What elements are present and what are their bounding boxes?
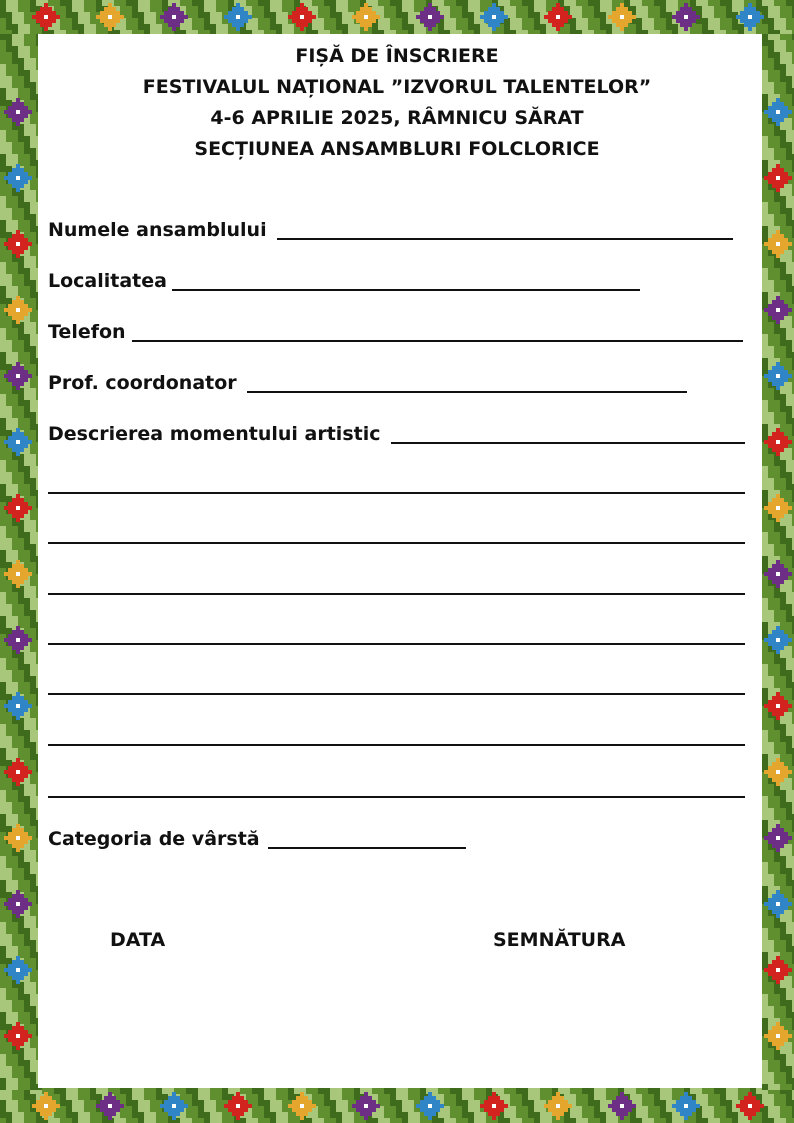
locality-label: Localitatea <box>48 270 167 292</box>
description-line-3[interactable] <box>48 593 745 595</box>
ensemble-name-field[interactable] <box>277 238 733 240</box>
age-category-field[interactable] <box>268 847 466 849</box>
description-line-6[interactable] <box>48 744 745 746</box>
age-category-label: Categoria de vârstă <box>48 828 260 850</box>
phone-label: Telefon <box>48 321 126 343</box>
description-line-2[interactable] <box>48 542 745 544</box>
description-line-7[interactable] <box>48 796 745 798</box>
signature-label: SEMNĂTURA <box>493 929 626 951</box>
description-line-5[interactable] <box>48 693 745 695</box>
section-name: SECȚIUNEA ANSAMBLURI FOLCLORICE <box>194 138 600 160</box>
locality-field[interactable] <box>172 289 640 291</box>
ensemble-name-label: Numele ansamblului <box>48 219 267 241</box>
coordinator-label: Prof. coordonator <box>48 372 237 394</box>
description-line-4[interactable] <box>48 643 745 645</box>
festival-date-place: 4-6 APRILIE 2025, RÂMNICU SĂRAT <box>210 107 584 129</box>
artistic-description-field[interactable] <box>391 442 745 444</box>
form-title: FIȘĂ DE ÎNSCRIERE <box>295 45 499 67</box>
description-line-1[interactable] <box>48 492 745 494</box>
festival-name: FESTIVALUL NAȚIONAL ”IZVORUL TALENTELOR” <box>142 76 652 98</box>
artistic-description-label: Descrierea momentului artistic <box>48 423 381 445</box>
date-label: DATA <box>110 929 166 951</box>
coordinator-field[interactable] <box>247 391 687 393</box>
phone-field[interactable] <box>132 340 743 342</box>
